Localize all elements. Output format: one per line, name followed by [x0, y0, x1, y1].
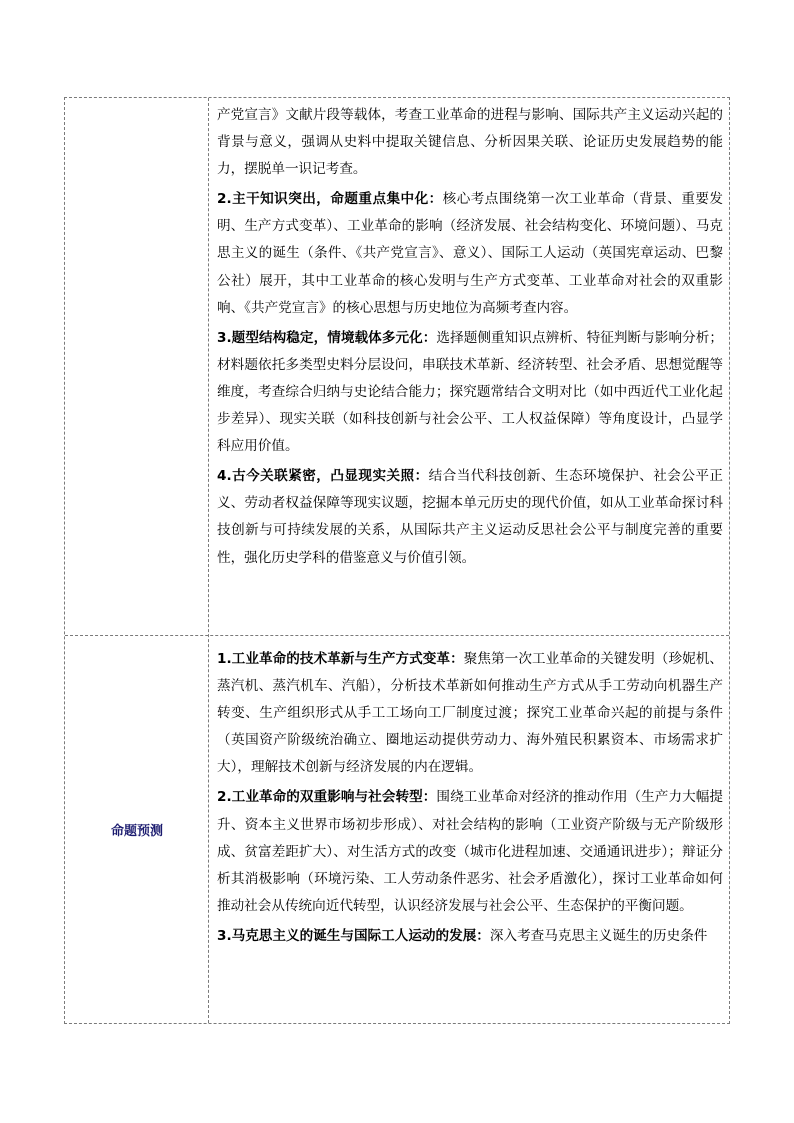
row-1-paragraph-2: 2.主干知识突出，命题重点集中化：核心考点围绕第一次工业革命（背景、重要发明、生产方式变革）、工业革命的影响（经济发展、社会结构变化、环境问题）、马克思主义的诞生（条件、《共产党宣言》、意义）、国际工人运动（英国宪章运动、巴黎公社）展开，其中工业革命的核心发明与生产方式变革、工业革命对社会的双重影响、《共产党宣言》的核心思想与历史地位为高频考查内容。	[217, 191, 723, 316]
row-2-paragraph-3: 3.马克思主义的诞生与国际工人运动的发展：深入考查马克思主义诞生的历史条件	[217, 927, 708, 944]
row-1-content	[217, 102, 723, 575]
row-2-paragraph-2: 2.工业革命的双重影响与社会转型：围绕工业革命对经济的推动作用（生产力大幅提升、资本主义世界市场初步形成）、对社会结构的影响（工业资产阶级与无产阶级形成、贫富差距扩大）、对生活方式的改变（城市化进程加速、交通通讯进步）；辩证分析其消极影响（环境污染、工人劳动条件恶劣、社会矛盾激化），探讨工业革命如何推动社会从传统向近代转型，认识经济发展与社会公平、生态保护的平衡问题。	[217, 789, 724, 914]
label-column	[65, 98, 209, 1023]
row-2-content	[217, 646, 723, 953]
row-1-paragraph-3: 3.题型结构稳定，情境载体多元化：选择题侧重知识点辨析、特征判断与影响分析；材料题依托多类型史料分层设问，串联技术革新、经济转型、社会矛盾、思想觉醒等维度，考查综合归纳与史论结合能力；探究题常结合文明对比（如中西近代工业化起步差异）、现实关联（如科技创新与社会公平、工人权益保障）等角度设计，凸显学科应用价值。	[217, 329, 724, 455]
row-divider	[65, 635, 729, 636]
row-1-paragraph-4: 4.古今关联紧密，凸显现实关照：结合当代科技创新、生态环境保护、社会公平正义、劳动者权益保障等现实议题，挖掘本单元历史的现代价值，如从工业革命探讨科技创新与可持续发展的关系，从国际共产主义运动反思社会公平与制度完善的重要性，强化历史学科的借鉴意义与价值引领。	[217, 468, 724, 566]
content-table	[64, 97, 730, 1024]
row-label-mingti-yuce: 命题预测	[110, 824, 163, 839]
row-1-paragraph-1: 产党宣言》文献片段等载体，考查工业革命的进程与影响、国际共产主义运动兴起的背景与意义，强调从史料中提取关键信息、分析因果关联、论证历史发展趋势的能力，摆脱单一识记考查。	[217, 107, 723, 178]
row-2-paragraph-1: 1.工业革命的技术革新与生产方式变革：聚焦第一次工业革命的关键发明（珍妮机、蒸汽机、蒸汽机车、汽船），分析技术革新如何推动生产方式从手工劳动向机器生产转变、生产组织形式从手工工场向工厂制度过渡；探究工业革命兴起的前提与条件（英国资产阶级统治确立、圈地运动提供劳动力、海外殖民积累资本、市场需求扩大），理解技术创新与经济发展的内在逻辑。	[217, 651, 723, 776]
